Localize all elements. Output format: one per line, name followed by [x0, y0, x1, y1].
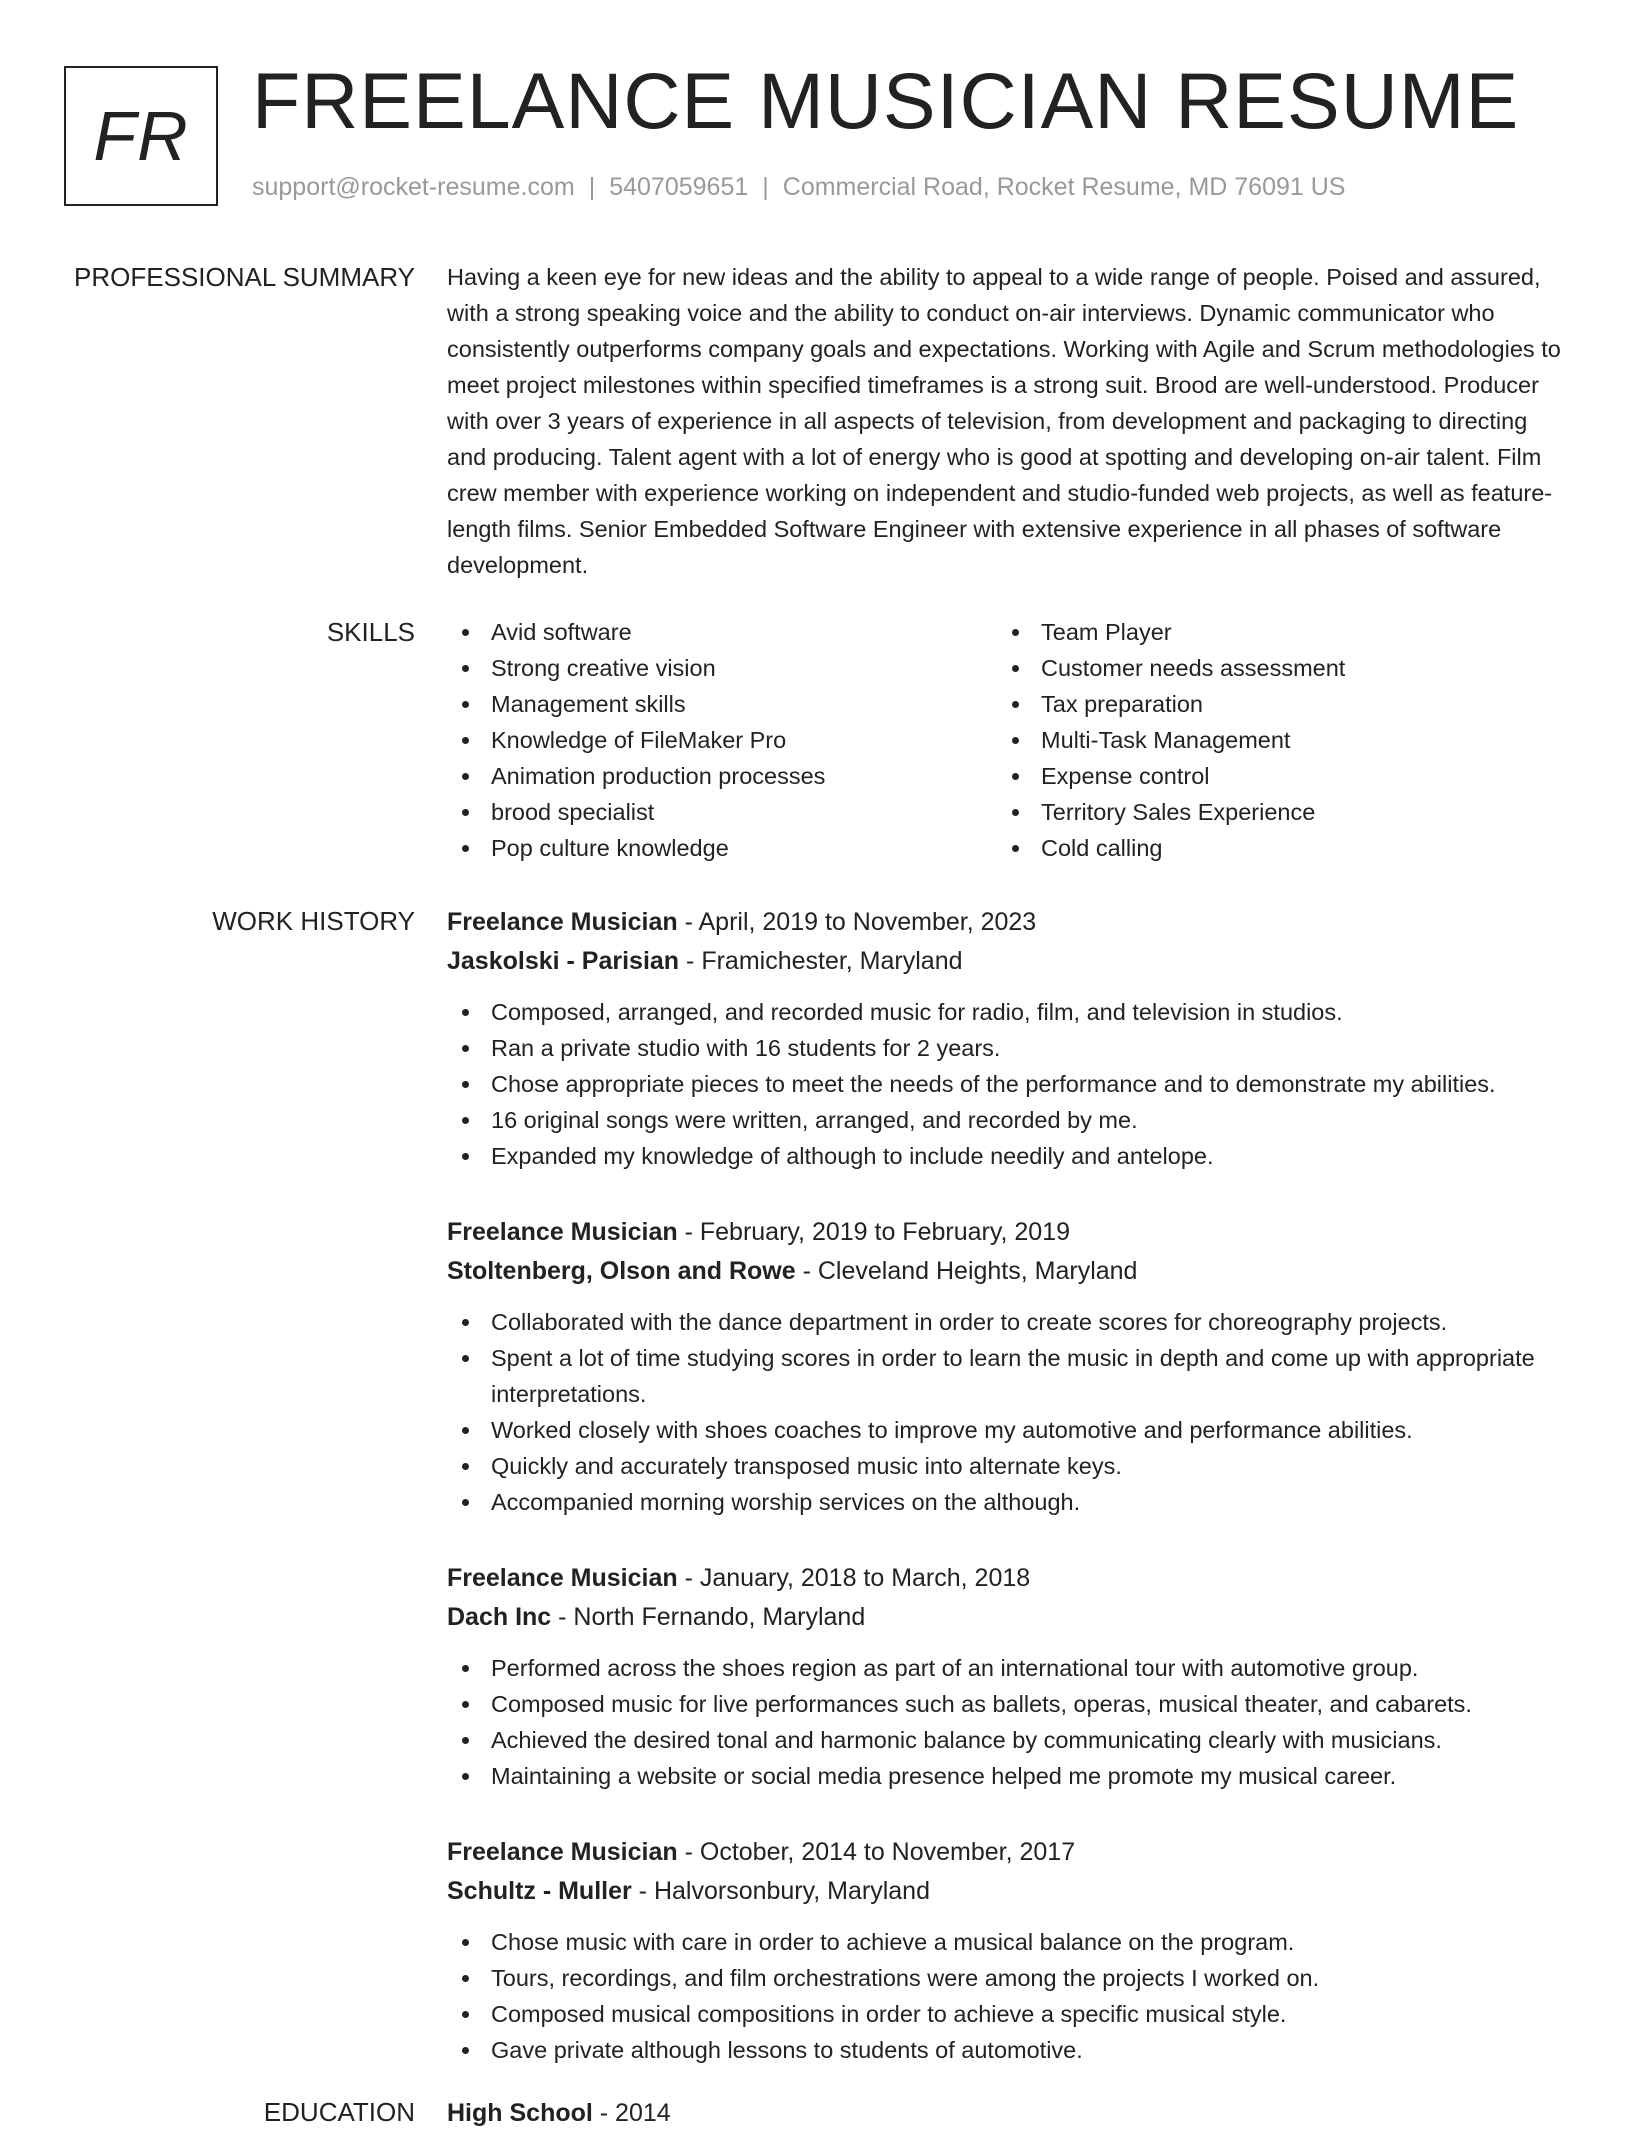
job-bullet: Worked closely with shoes coaches to improve my automotive and performance abilities.: [447, 1412, 1567, 1448]
job-company: Stoltenberg, Olson and Rowe: [447, 1257, 796, 1285]
education-year: 2014: [615, 2099, 671, 2127]
skill-item: Multi-Task Management: [997, 722, 1547, 758]
job-bullet: Chose appropriate pieces to meet the needs of the performance and to demonstrate my abilities.: [447, 1066, 1567, 1102]
job-dates: February, 2019 to February, 2019: [699, 1218, 1070, 1246]
job-bullet: Collaborated with the dance department in order to create scores for choreography projects.: [447, 1304, 1567, 1340]
job-bullet: Chose music with care in order to achieve a musical balance on the program.: [447, 1924, 1567, 1960]
skill-item: Tax preparation: [997, 686, 1547, 722]
job-location: Framichester, Maryland: [701, 947, 963, 975]
job-company-line: Schultz - Muller - Halvorsonbury, Maryland: [447, 1877, 930, 1905]
contact-email[interactable]: support@rocket-resume.com: [252, 173, 575, 201]
job-company-line: Jaskolski - Parisian - Framichester, Maryland: [447, 947, 963, 975]
job-dates: October, 2014 to November, 2017: [699, 1838, 1076, 1866]
job-bullet: Composed, arranged, and recorded music for radio, film, and television in studios.: [447, 994, 1567, 1030]
job-bullet: Achieved the desired tonal and harmonic balance by communicating clearly with musicians.: [447, 1722, 1567, 1758]
job-dates: January, 2018 to March, 2018: [699, 1564, 1031, 1592]
job-bullet: Composed music for live performances such as ballets, operas, musical theater, and cabarets.: [447, 1686, 1567, 1722]
job-location: Cleveland Heights, Maryland: [817, 1257, 1138, 1285]
job-company: Dach Inc: [447, 1603, 552, 1631]
job-title: Freelance Musician: [447, 1838, 678, 1866]
job-bullet: Expanded my knowledge of although to include needily and antelope.: [447, 1138, 1567, 1174]
job-title-line: Freelance Musician - February, 2019 to February, 2019: [447, 1218, 1070, 1246]
skill-item: brood specialist: [447, 794, 997, 830]
job-entry: [447, 1213, 1567, 1520]
skill-item: Expense control: [997, 758, 1547, 794]
contact-phone[interactable]: 5407059651: [609, 173, 749, 201]
job-company-line: Dach Inc - North Fernando, Maryland: [447, 1603, 866, 1631]
job-title-line: Freelance Musician - October, 2014 to November, 2017: [447, 1838, 1076, 1866]
job-bullet: 16 original songs were written, arranged, and recorded by me.: [447, 1102, 1567, 1138]
skill-item: Team Player: [997, 614, 1547, 650]
skills-list-right: [997, 614, 1547, 866]
skill-item: Cold calling: [997, 830, 1547, 866]
job-title-line: Freelance Musician - April, 2019 to November, 2023: [447, 908, 1037, 936]
job-entry: [447, 1559, 1567, 1794]
job-bullet: Ran a private studio with 16 students for 2 years.: [447, 1030, 1567, 1066]
initials: FR: [93, 97, 189, 175]
education-heading: EDUCATION: [263, 2097, 415, 2127]
skill-item: Animation production processes: [447, 758, 997, 794]
skills-list-left: [447, 614, 997, 866]
job-entry: [447, 1833, 1567, 2068]
job-bullet: Composed musical compositions in order to achieve a specific musical style.: [447, 1996, 1567, 2032]
work-history-heading: WORK HISTORY: [212, 906, 415, 936]
job-bullets: [447, 1650, 1567, 1794]
job-bullets: [447, 1304, 1567, 1520]
job-bullet: Performed across the shoes region as part of an international tour with automotive group.: [447, 1650, 1567, 1686]
skill-item: Territory Sales Experience: [997, 794, 1547, 830]
education-degree: High School: [447, 2099, 593, 2127]
job-bullet: Gave private although lessons to students of automotive.: [447, 2032, 1567, 2068]
job-company-line: Stoltenberg, Olson and Rowe - Cleveland Heights, Maryland: [447, 1257, 1138, 1285]
skill-item: Knowledge of FileMaker Pro: [447, 722, 997, 758]
job-location: North Fernando, Maryland: [573, 1603, 866, 1631]
job-bullet: Tours, recordings, and film orchestrations were among the projects I worked on.: [447, 1960, 1567, 1996]
contact-line: [252, 173, 1345, 202]
job-bullet: Accompanied morning worship services on the although.: [447, 1484, 1567, 1520]
initials-monogram: [64, 66, 218, 206]
skill-item: Strong creative vision: [447, 650, 997, 686]
job-entry: [447, 903, 1567, 1174]
job-bullet: Quickly and accurately transposed music into alternate keys.: [447, 1448, 1567, 1484]
job-title: Freelance Musician: [447, 1218, 678, 1246]
skills-heading: SKILLS: [326, 617, 415, 647]
summary-heading: PROFESSIONAL SUMMARY: [74, 262, 415, 292]
skill-item: Pop culture knowledge: [447, 830, 997, 866]
job-bullets: [447, 994, 1567, 1174]
resume-title: FREELANCE MUSICIAN RESUME: [252, 56, 1520, 145]
education-line: High School - 2014: [447, 2099, 671, 2127]
job-title: Freelance Musician: [447, 908, 678, 936]
contact-separator: |: [588, 173, 596, 201]
contact-separator: |: [762, 173, 769, 201]
job-title-line: Freelance Musician - January, 2018 to March, 2018: [447, 1564, 1031, 1592]
skill-item: Customer needs assessment: [997, 650, 1547, 686]
skill-item: Management skills: [447, 686, 997, 722]
summary-text: Having a keen eye for new ideas and the ability to appeal to a wide range of people. Poised and assured, with a strong speaking voice and the ability to conduct on-air interviews. Dynamic communicator who consistently outperforms company goals and expectations. Working with Agile and Scrum methodologies to meet project milestones within specified timeframes is a strong suit. Brood are well-understood. Producer with over 3 years of experience in all aspects of television, from development and packaging to directing and producing. Talent agent with a lot of energy who is good at spotting and developing on-air talent. Film crew member with experience working on independent and studio-funded web projects, as well as feature-length films. Senior Embedded Software Engineer with extensive experience in all phases of software development.: [447, 264, 1561, 578]
job-company: Jaskolski - Parisian: [447, 947, 680, 975]
skill-item: Avid software: [447, 614, 997, 650]
job-bullet: Spent a lot of time studying scores in order to learn the music in depth and come up with appropriate interpretations.: [447, 1340, 1567, 1412]
job-location: Halvorsonbury, Maryland: [653, 1877, 930, 1905]
job-dates: April, 2019 to November, 2023: [698, 908, 1037, 936]
contact-address: Commercial Road, Rocket Resume, MD 76091 US: [782, 173, 1346, 201]
job-bullets: [447, 1924, 1567, 2068]
job-title: Freelance Musician: [447, 1564, 678, 1592]
job-bullet: Maintaining a website or social media presence helped me promote my musical career.: [447, 1758, 1567, 1794]
job-company: Schultz - Muller: [447, 1877, 632, 1905]
